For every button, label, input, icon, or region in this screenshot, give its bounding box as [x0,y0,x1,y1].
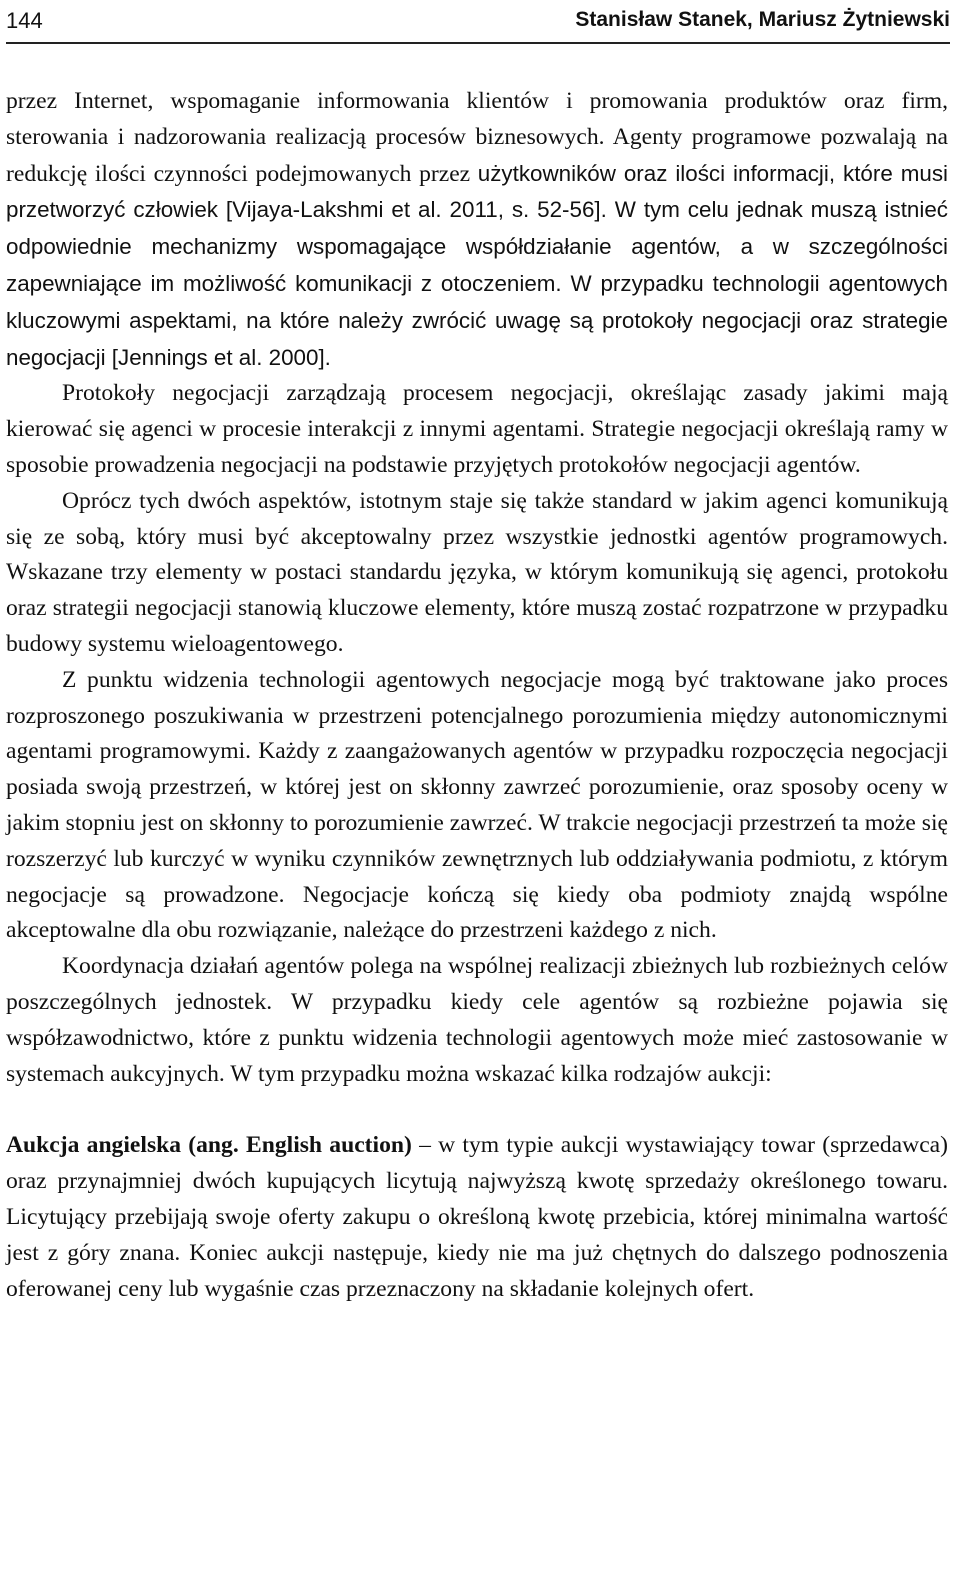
paragraph-2: Protokoły negocjacji zarządzają procesem negocjacji, określając zasady jakimi mają kierować się agenci w procesie interakcji z innymi agentami. Strategie negocjacji określają ramy w sposobie prowadzenia negocjacji na podstawie przyjętych protokołów negocjacji agentów. [6,380,948,478]
paragraph-4: Z punktu widzenia technologii agentowych negocjacje mogą być traktowane jako proces rozproszonego poszukiwania w przestrzeni potencjalnego porozumienia między autonomicznymi agentami programowymi. Każdy z zaangażowanych agentów w przypadku rozpoczęcia negocjacji posiada swoją przestrzeń, w której jest on skłonny zawrzeć porozumienie, oraz sposoby oceny w jakim stopniu jest on skłonny to porozumienie zawrzeć. W trakcie negocjacji przestrzeń ta może się rozszerzyć lub kurczyć w wyniku czynników zewnętrznych lub oddziaływania podmiotu, z którym negocjacje są prowadzone. Negocjacje kończą się kiedy oba podmioty znajdą wspólne akceptowalne dla obu rozwiązanie, należące do przestrzeni każdego z nich. [6,666,948,944]
paragraph-1-part-a: przez Internet, wspomaganie informowania klientów i promowania produktów oraz firm, sterowania i nadzorowania realizacją procesów biznesowych. Agenty programowe pozwalają na redukcję ilości czynności podejmowanych przez [6,88,948,187]
body-text [6,84,948,1307]
auction-term: Aukcja angielska (ang. English auction) [6,1132,412,1159]
auction-definition [6,1128,948,1307]
page-number: 144 [6,8,43,33]
paragraph-1-part-b: użytkowników oraz ilości informacji, które musi przetworzyć człowiek [Vijaya-Lakshmi et al. 2011, s. 52-56]. W tym celu jednak muszą istnieć odpowiednie mechanizmy wspomagające współdziałanie agentów, a w szczególności zapewniające im możliwość komunikacji z otoczeniem. W przypadku technologii agentowych kluczowymi aspektami, na które należy zwrócić uwagę są protokoły negocjacji oraz strategie negocjacji [Jennings et al. 2000]. [6,160,948,370]
paragraph-3: Oprócz tych dwóch aspektów, istotnym staje się także standard w jakim agenci komunikują się ze sobą, który musi być akceptowalny przez wszystkie jednostki agentów programowych. Wskazane trzy elementy w postaci standardu języka, w którym komunikują się agenci, protokołu oraz strategii negocjacji stanowią kluczowe elementy, które muszą zostać rozpatrzone w przypadku budowy systemu wieloagentowego. [6,487,948,657]
section-gap [6,1092,948,1128]
auction-description: – w tym typie aukcji wystawiający towar (sprzedawca) oraz przynajmniej dwóch kupujących licytują najwyższą kwotę sprzedaży określonego towaru. Licytujący przebijają swoje oferty zakupu o określoną kwotę przebicia, której minimalna wartość jest z góry znana. Koniec aukcji następuje, kiedy nie ma już chętnych do dalszego podnoszenia oferowanej ceny lub wygaśnie czas przeznaczony na składanie kolejnych ofert. [6,1132,948,1302]
paragraph-1 [6,84,948,376]
paragraph-5: Koordynacja działań agentów polega na wspólnej realizacji zbieżnych lub rozbieżnych celów poszczególnych jednostek. W przypadku kiedy cele agentów są rozbieżne pojawia się współzawodnictwo, które z punktu widzenia technologii agentowych może mieć zastosowanie w systemach aukcyjnych. W tym przypadku można wskazać kilka rodzajów aukcji: [6,953,948,1087]
running-header [6,2,950,44]
header-authors: Stanisław Stanek, Mariusz Żytniewski [575,8,950,31]
